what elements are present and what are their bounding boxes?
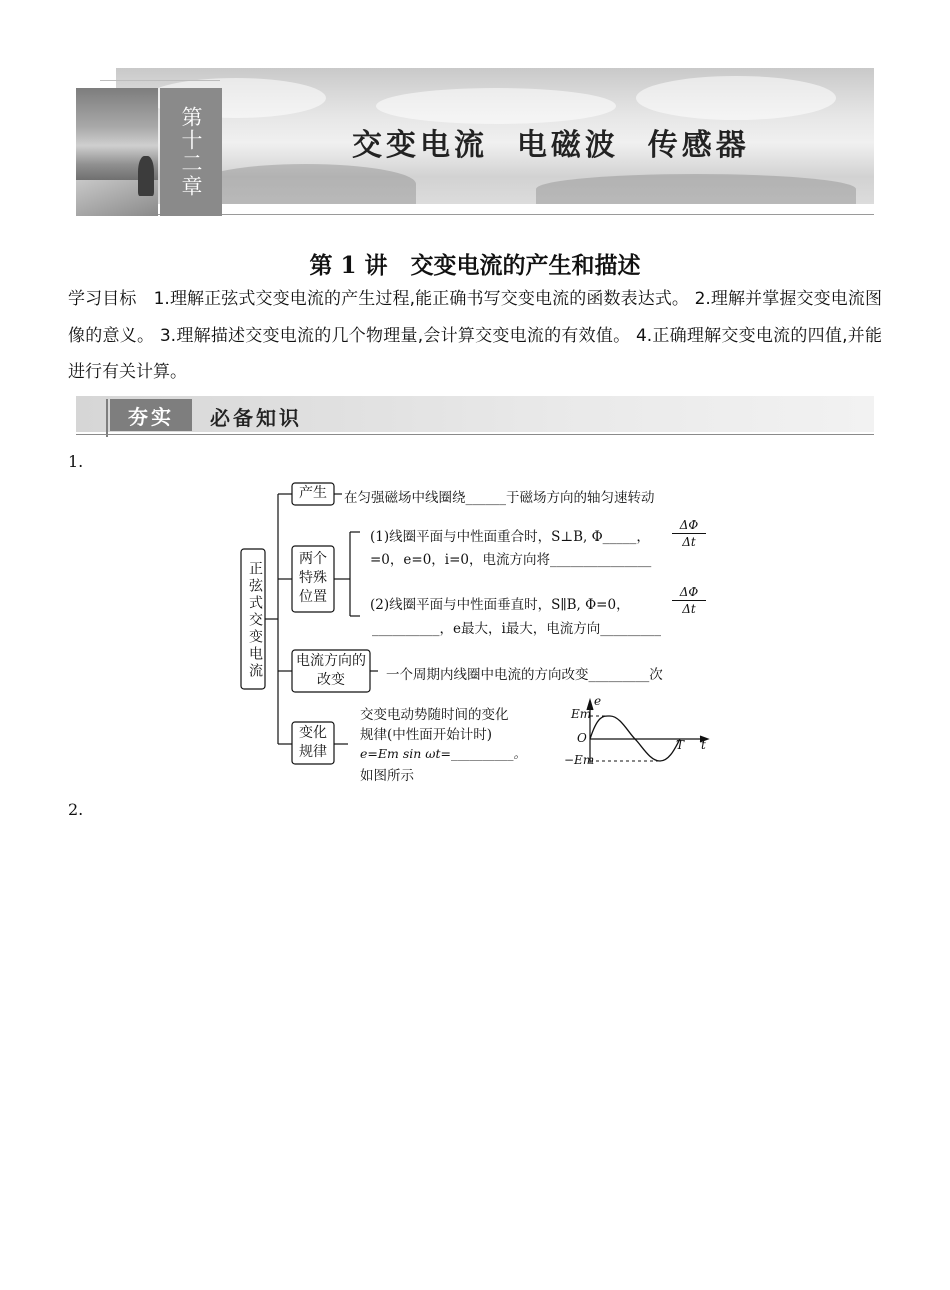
banner-rule: [116, 214, 874, 215]
banner-thin-rule: [100, 80, 220, 81]
graph-em-label: Em: [571, 707, 592, 721]
position2-line2: __________，e最大，i最大，电流方向_________: [372, 621, 662, 637]
variation-formula: e=Em sin ωt=__________。: [360, 746, 526, 761]
item-number-1: 1.: [68, 452, 84, 471]
coast-photo: [76, 88, 158, 216]
position1-line1: (1)线圈平面与中性面重合时，S⊥B, Φ_____，: [370, 529, 650, 545]
chapter-label: 第十二章: [179, 106, 203, 198]
branch-special-positions-label: 两个特殊位置: [299, 551, 327, 605]
graph-y-label: e: [594, 694, 602, 708]
graph-period-label: T: [676, 738, 685, 752]
section-rule: [76, 434, 874, 435]
lesson-title: 第 1 讲 交变电流的产生和描述: [309, 252, 641, 279]
section-bar: [76, 396, 874, 432]
branch-variation-law-label: 变化规律: [299, 725, 327, 760]
section-header: [76, 396, 874, 436]
knowledge-diagram: [236, 474, 726, 794]
graph-x-label: t: [701, 738, 706, 752]
variation-line2: 规律(中性面开始计时): [360, 727, 493, 743]
position1-line2: =0，e=0，i=0，电流方向将_______________: [370, 552, 652, 568]
graph-neg-em-label: −Em: [564, 753, 595, 767]
variation-line1: 交变电动势随时间的变化: [360, 707, 509, 723]
variation-line4: 如图所示: [360, 768, 414, 784]
learning-goals: 学习目标 1.理解正弦式交变电流的产生过程,能正确书写交变电流的函数表达式。 2.理解并掌握交变电流图像的意义。 3.理解描述交变电流的几个物理量,会计算交变电流的有效值。 4.正确理解交变电流的四值,并能进行有关计算。: [68, 289, 882, 382]
position2-line1: (2)线圈平面与中性面垂直时，S∥B, Φ=0，: [370, 597, 630, 613]
chapter-number-box: [160, 88, 222, 216]
branch-generation-label: 产生: [299, 485, 327, 501]
generation-text: 在匀强磁场中线圈绕______于磁场方向的轴匀速转动: [344, 490, 655, 506]
graph-origin-label: O: [577, 731, 587, 745]
branch-current-direction-label: 电流方向的改变: [296, 653, 366, 688]
section-name: 必备知识: [210, 406, 302, 430]
chapter-banner: [76, 68, 874, 218]
current-direction-text: 一个周期内线圈中电流的方向改变_________次: [386, 667, 663, 683]
item-number-2: 2.: [68, 800, 84, 819]
chapter-title: 交变电流 电磁波 传感器: [352, 128, 750, 163]
fraction-2: ΔΦ Δt: [672, 585, 706, 616]
fraction-1: ΔΦ Δt: [672, 518, 706, 549]
section-tab: 夯实: [110, 399, 192, 431]
root-label: 正弦式交变电流: [247, 560, 263, 680]
